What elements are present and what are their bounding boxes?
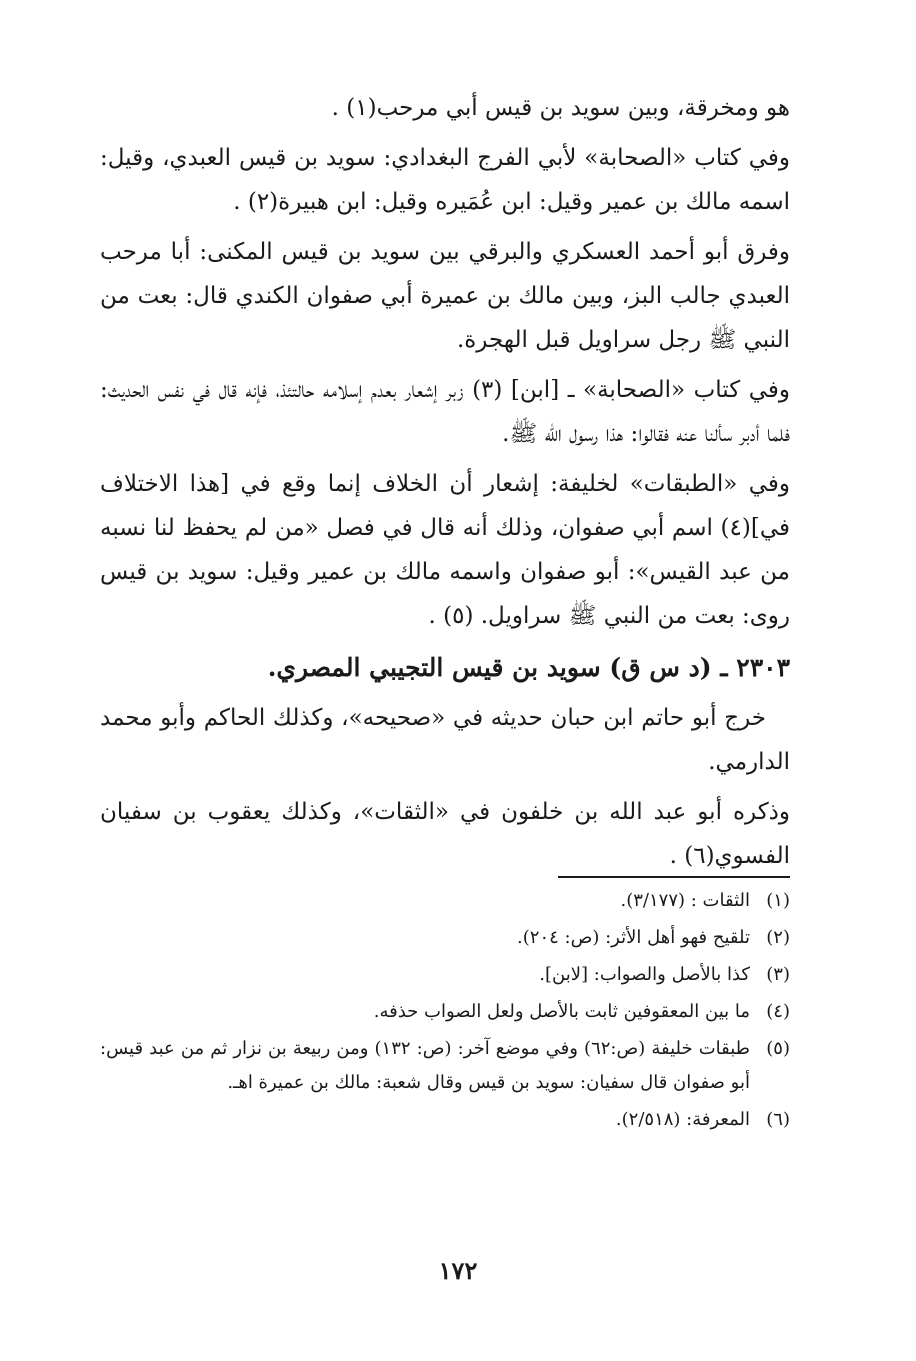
footnote <box>100 958 790 992</box>
page-number: ١٧٢ <box>438 1256 478 1285</box>
entry-paragraph: وذكره أبو عبد الله بن خلفون في «الثقات»، وكذلك يعقوب بن سفيان الفسوي(٦) . <box>100 799 790 869</box>
footnote-number: (٥) <box>766 1038 790 1059</box>
footnote-number: (٦) <box>766 1109 790 1130</box>
footnote <box>100 1032 790 1100</box>
footnote-number: (٤) <box>766 1001 790 1022</box>
footnote-text: ما بين المعقوفين ثابت بالأصل ولعل الصواب حذفه. <box>373 1001 750 1022</box>
entry-paragraph: خرج أبو حاتم ابن حبان حديثه في «صحيحه»، وكذلك الحاكم وأبو محمد الدارمي. <box>100 705 790 775</box>
footnote-text: المعرفة: (٢/٥١٨). <box>615 1109 750 1130</box>
footnote-text: كذا بالأصل والصواب: [لابن]. <box>539 964 750 985</box>
footnote-number: (٢) <box>766 927 790 948</box>
footnote-number: (١) <box>766 890 790 911</box>
footnote <box>100 1103 790 1137</box>
footnote-number: (٣) <box>766 964 790 985</box>
paragraph: وفي كتاب «الصحابة» لأبي الفرج البغدادي: سويد بن قيس العبدي، وقيل: اسمه مالك بن عمير وقيل: ابن عُمَيره وقيل: ابن هبيرة(٢) . <box>100 145 790 215</box>
footnote <box>100 921 790 955</box>
paragraph: هو ومخرقة، وبين سويد بن قيس أبي مرحب(١) . <box>331 95 790 121</box>
entry-title: ٢٣٠٣ ـ (د س ق) سويد بن قيس التجيبي المصري. <box>267 653 790 682</box>
paragraph: وفرق أبو أحمد العسكري والبرقي بين سويد بن قيس المكنى: أبا مرحب العبدي جالب البز، وبين مالك بن عميرة أبي صفوان الكندي قال: بعت من النبي ﷺ رجل سراويل قبل الهجرة. <box>100 239 790 353</box>
footnote <box>100 995 790 1029</box>
footnote <box>100 884 790 918</box>
paragraph: وفي كتاب «الصحابة» ـ [ابن] (٣) زبر إشعار بعدم إسلامه حالتئذ، فإنه قال في نفس الحديث: فلما أدبر سألنا عنه فقالوا: هذا رسول الله ﷺ. <box>100 377 790 447</box>
paragraph: وفي «الطبقات» لخليفة: إشعار أن الخلاف إنما وقع في [هذا الاختلاف في](٤) اسم أبي صفوان، وذلك أنه قال في فصل «من لم يحفظ لنا نسبه من عبد القيس»: أبو صفوان واسمه مالك بن عمير وقيل: سويد بن قيس روى: بعت من النبي ﷺ سراويل. (٥) . <box>100 471 790 629</box>
footnote-text: طبقات خليفة (ص:٦٢) وفي موضع آخر: (ص: ١٣٢) ومن ربيعة بن نزار ثم من عبد قيس: أبو صفوان قال سفيان: سويد بن قيس وقال شعبة: مالك بن عميرة اهـ. <box>100 1038 751 1093</box>
body-text <box>100 86 790 884</box>
footnote-text: تلقيح فهو أهل الأثر: (ص: ٢٠٤). <box>517 927 750 948</box>
footnote-text: الثقات : (٣/١٧٧). <box>620 890 750 911</box>
footnotes <box>100 884 790 1140</box>
footnote-divider <box>558 876 790 878</box>
